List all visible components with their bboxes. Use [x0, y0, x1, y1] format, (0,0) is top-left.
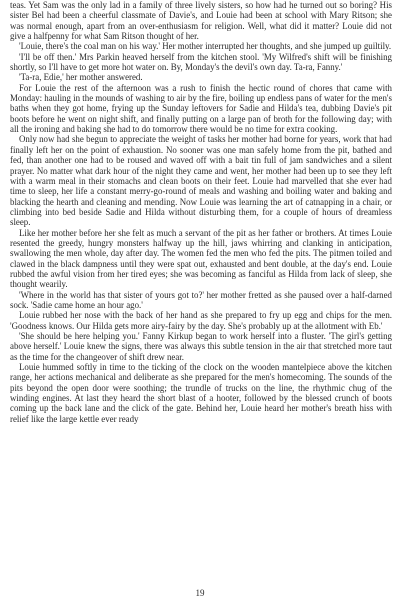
body-text	[10, 0, 392, 424]
paragraph: For Louie the rest of the afternoon was a rush to finish the hectic round of chores that came with Monday: hauling in the mounds of washing to air by the fire, boiling up endless pans of water for the men's baths when they got home, frying up the Sunday leftovers for Sadie and Hilda's tea, dubbing Davie's pit boots before he went on night shift, and finally putting on a large pan of broth for the following day; with all the ironing and baking she had to do tomorrow there would be no time for extra cooking.	[10, 82, 392, 135]
paragraph: 'Where in the world has that sister of yours got to?' her mother fretted as she paused over a half-darned sock. 'Sadie came home an hour ago.'	[10, 289, 392, 310]
paragraph: 'Ta-ra, Edie,' her mother answered.	[19, 72, 143, 83]
paragraph: Louie rubbed her nose with the back of her hand as she prepared to fry up egg and chips for the men. 'Goodness knows. Our Hilda gets more airy-fairy by the day. She's probably up at the allotment with Eb.'	[10, 310, 392, 331]
page-number: 19	[195, 588, 205, 598]
paragraph: Like her mother before her she felt as much a servant of the pit as her father or brothers. At times Louie resented the greedy, hungry monsters halfway up the hill, jaws whirring and clanking in anticipation, swallowing the men whole, day after day. The women fed the men who fed the pits. The pitmen toiled and clawed in the black dampness until they were spat out, exhausted and bent double, at the day's end. Louie rubbed the awful vision from her tired eyes; she was becoming as fanciful as Hilda from lack of sleep, she thought wearily.	[10, 227, 392, 290]
paragraph: 'Louie, there's the coal man on his way.' Her mother interrupted her thoughts, and she jumped up guiltily.	[19, 41, 392, 52]
paragraph: Louie hummed softly in time to the ticking of the clock on the wooden mantelpiece above the kitchen range, her actions mechanical and deliberate as she prepared for the men's homecoming. The sounds of the pits beyond the open door were soothing; the trundle of trucks on the line, the rhythmic chug of the winding engines. At last they heard the short blast of a hooter, followed by the blessed crunch of boots coming up the back lane and the click of the gate. Behind her, Louie heard her mother's breath hiss with relief like the large kettle ever ready	[10, 362, 392, 424]
paragraph: teas. Yet Sam was the only lad in a family of three lively sisters, so how had he turned out so boring? His sister Bel had been a cheerful classmate of Davie's, and Louie had been at school with Mary Ritson; she was normal enough, apart from an over-enthusiasm for religion. Well, what did it matter? Louie did not give a halfpenny for what Sam Ritson thought of her.	[10, 0, 392, 42]
paragraph: 'She should be here helping you.' Fanny Kirkup began to work herself into a fluster. 'The girl's getting above herself.' Louie knew the signs, there was always this subtle tension in the air that stretched more taut as the time for the changeover of shift drew near.	[10, 331, 392, 362]
paragraph: Only now had she begun to appreciate the weight of tasks her mother had borne for years, work that had finally left her on the point of exhaustion. No sooner was one man safely home from the pit, bathed and fed, than another one had to be roused and waved off with a bait tin full of jam sandwiches and a silent prayer. No matter what dark hour of the night they came and went, her mother had been up to see they left with a warm meal in their stomachs and clean boots on their feet. Louie had marvelled that she ever had time to sleep, her life a constant merry-go-round of meals and washing and boiling water and baking and blacking the hearth and cleaning and mending. Now Louie was learning the art of catnapping in a chair, or climbing into bed beside Sadie and Hilda without disturbing them, for a couple of hours of dreamless sleep.	[10, 134, 392, 228]
paragraph: 'I'll be off then.' Mrs Parkin heaved herself from the kitchen stool. 'My Wilfred's shift will be finishing shortly, so I'll have to get more hot water on. By, Monday's the devil's own day. Ta-ra, Fanny.'	[10, 51, 392, 73]
